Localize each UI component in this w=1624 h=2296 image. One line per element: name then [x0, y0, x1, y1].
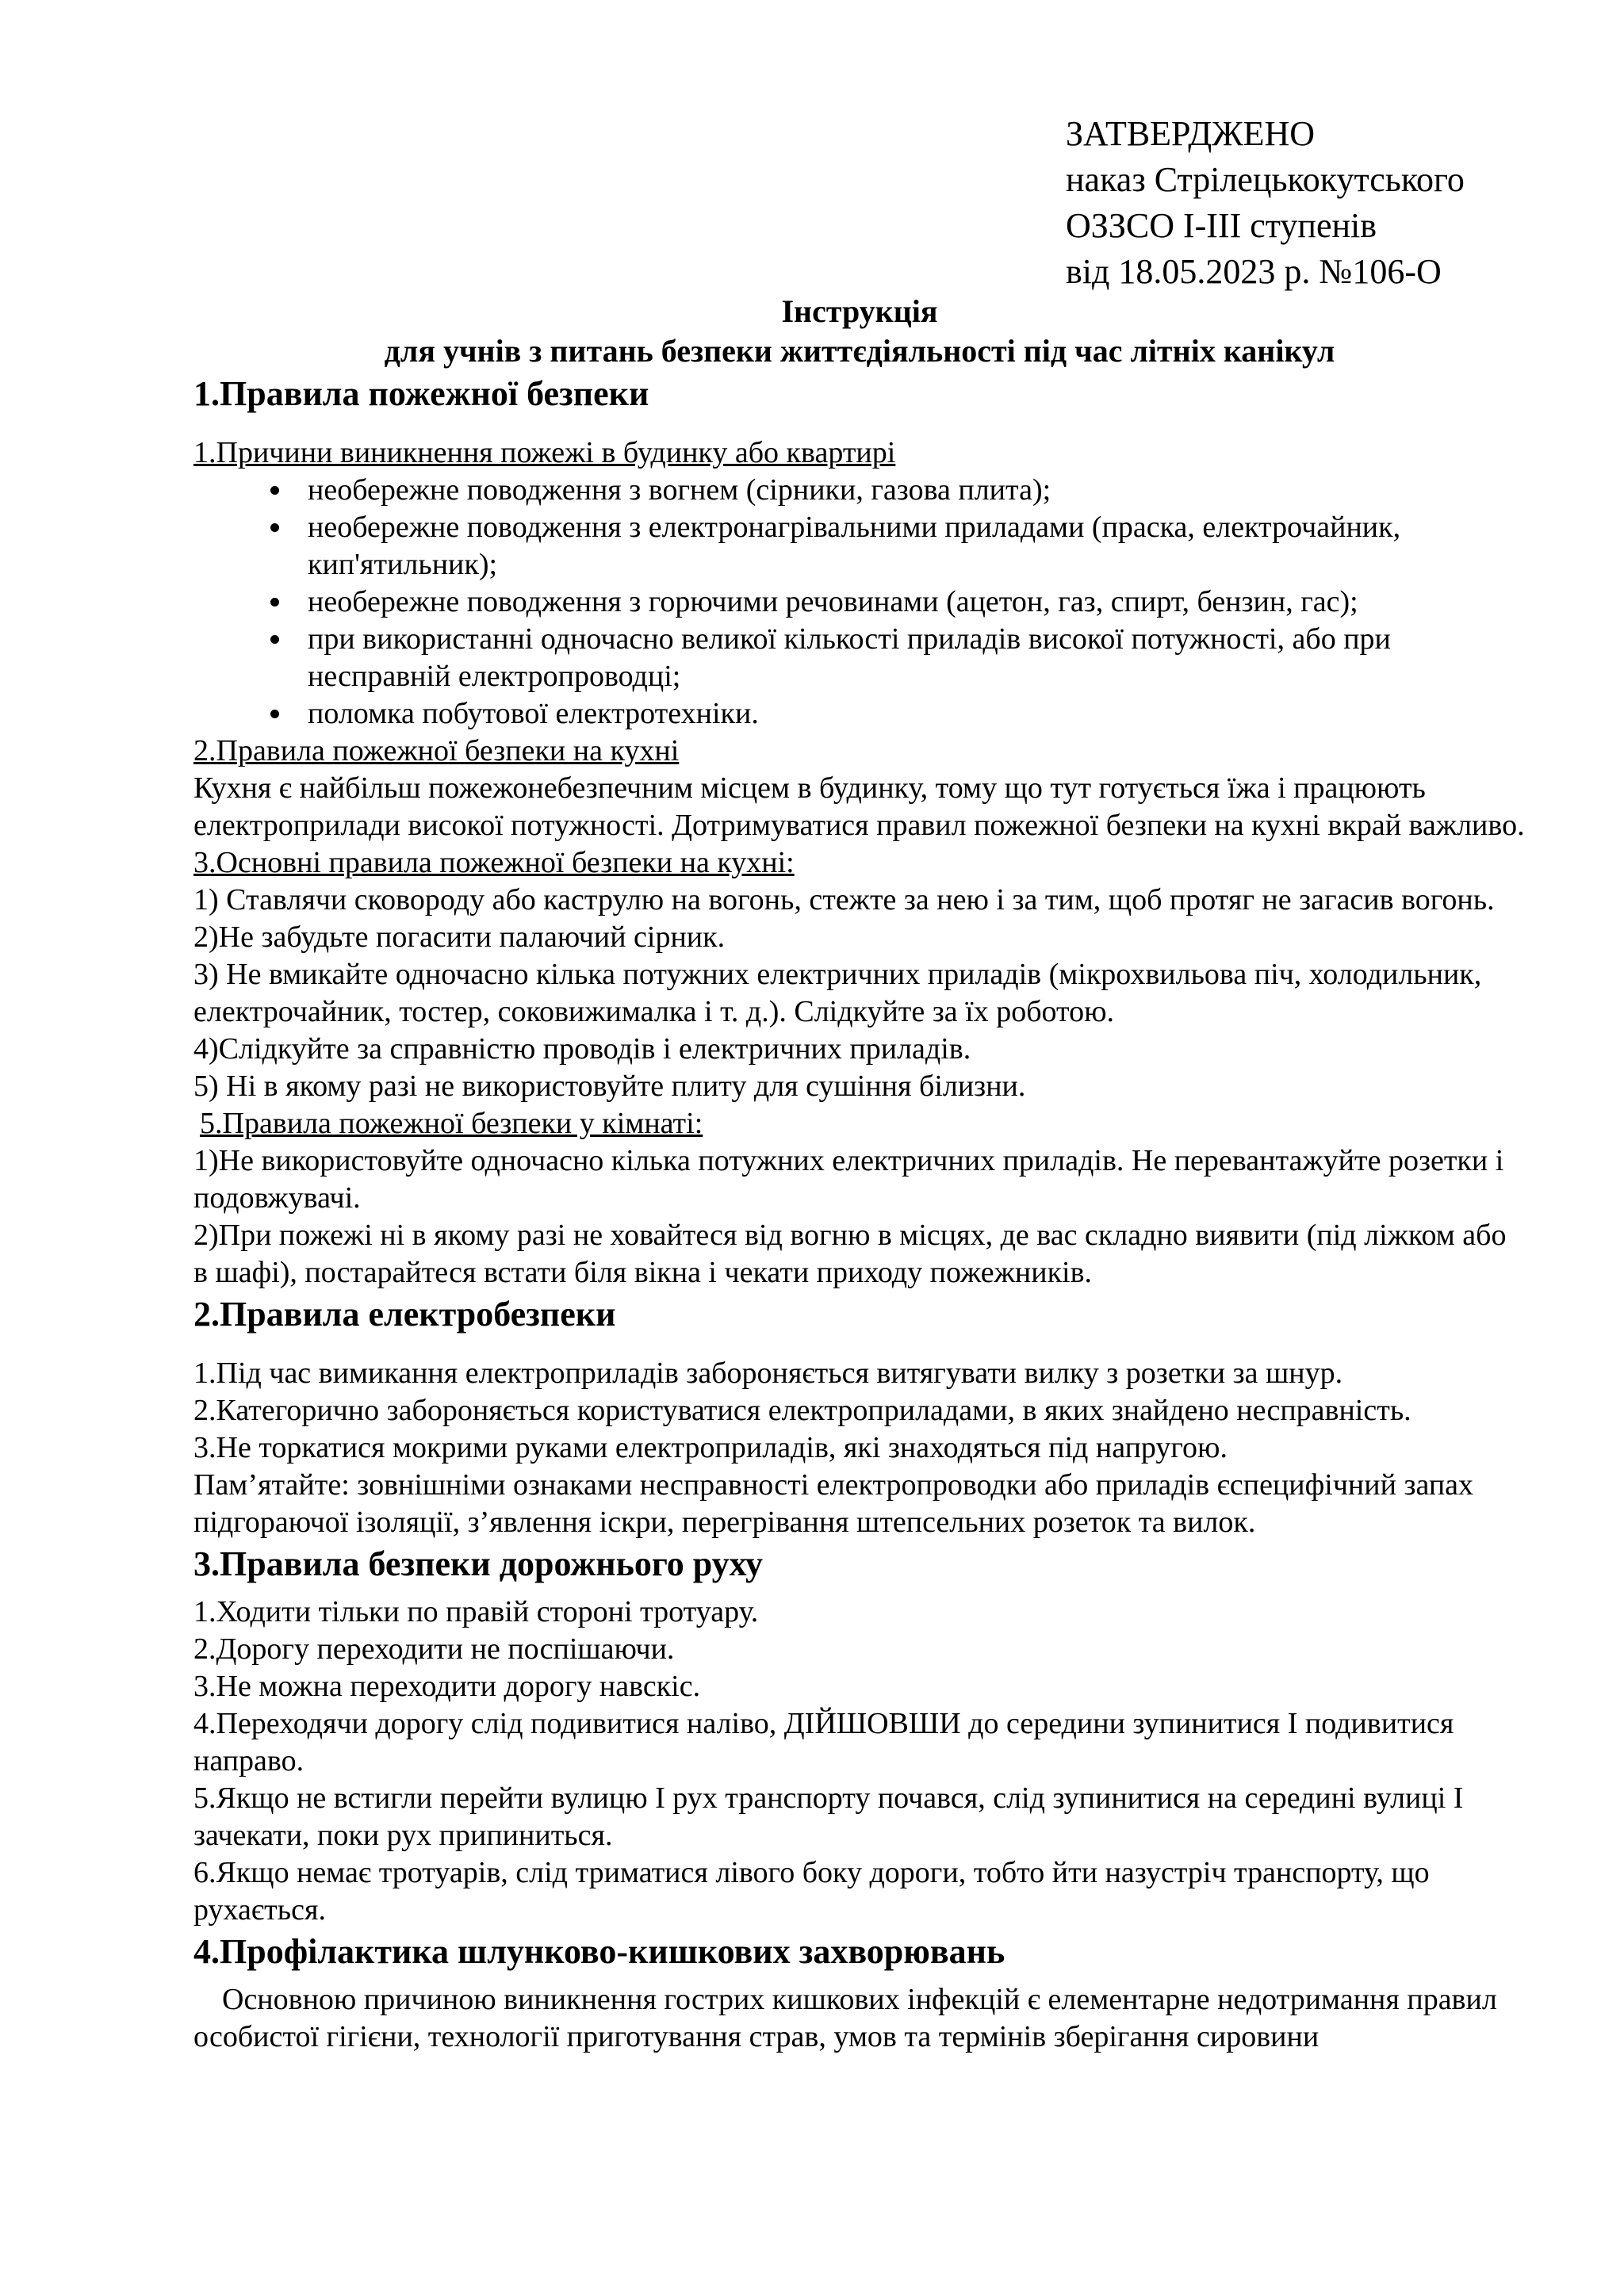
paragraph: Пам’ятайте: зовнішніми ознаками несправності електропроводки або приладів єспецифічний запах підгораючої ізоляції, з’явлення іскри, перегрівання штепсельних розеток та вилок. — [193, 1468, 1474, 1539]
approval-line: ОЗЗСО І-ІІІ ступенів — [1066, 206, 1377, 245]
paragraph: 3) Не вмикайте одночасно кілька потужних електричних приладів (мікрохвильова піч, холодильник, електрочайник, тостер, соковижималка і т. д.). Слідкуйте за їх роботою. — [193, 958, 1482, 1028]
paragraph: 2.Категорично забороняється користуватися електроприладами, в яких знайдено несправність. — [193, 1394, 1411, 1427]
paragraph: Кухня є найбільш пожежонебезпечним місцем в будинку, тому що тут готується їжа і працюють електроприлади високої потужності. Дотримуватися правил пожежної безпеки на кухні вкрай важливо. — [193, 771, 1525, 842]
paragraph: 1.Ходити тільки по правій стороні тротуару. — [193, 1595, 759, 1628]
document-body — [193, 292, 1526, 2056]
paragraph: 1.Під час вимикання електроприладів забороняється витягувати вилку з розетки за шнур. — [193, 1357, 1343, 1390]
section-heading-fire-safety: 1.Правила пожежної безпеки — [193, 374, 649, 413]
document-subtitle: для учнів з питань безпеки життєдіяльності під час літніх канікул — [384, 333, 1335, 369]
approval-line: наказ Стрілецькокутського — [1066, 160, 1465, 199]
paragraph: 2.Дорогу переходити не поспішаючи. — [193, 1632, 675, 1666]
section-heading-electrical-safety: 2.Правила електробезпеки — [193, 1295, 616, 1334]
list-item: • при використанні одночасно великої кількості приладів високої потужності, або при несправній електропроводці; — [293, 621, 1526, 695]
paragraph: 5) Ні в якому разі не використовуйте плиту для сушіння білизни. — [193, 1070, 1026, 1103]
section-heading-intestinal-diseases: 4.Профілактика шлунково-кишкових захворювань — [193, 1932, 1005, 1971]
section-heading-road-safety: 3.Правила безпеки дорожнього руху — [193, 1544, 763, 1583]
paragraph: 4.Переходячи дорогу слід подивитися наліво, ДІЙШОВШИ до середини зупинитися І подивитися направо. — [193, 1707, 1454, 1777]
document-title: Інструкція — [781, 293, 938, 329]
subsection-title: 5.Правила пожежної безпеки у кімнаті: — [200, 1107, 703, 1140]
list-item: • поломка побутової електротехніки. — [293, 695, 1526, 733]
list-item: • необережне поводження з вогнем (сірники, газова плита); — [293, 472, 1526, 509]
paragraph: 4)Слідкуйте за справністю проводів і електричних приладів. — [193, 1032, 971, 1066]
approval-line: від 18.05.2023 р. №106-О — [1066, 252, 1442, 291]
approval-block — [1066, 111, 1465, 295]
paragraph: 1) Ставлячи сковороду або каструлю на вогонь, стежте за нею і за тим, щоб протяг не загасив вогонь. — [193, 883, 1495, 916]
list-item: • необережне поводження з горючими речовинами (ацетон, газ, спирт, бензин, гас); — [293, 584, 1526, 621]
paragraph: 5.Якщо не встигли перейти вулицю І рух транспорту почався, слід зупинитися на середині вулиці І зачекати, поки рух припиниться. — [193, 1781, 1464, 1852]
paragraph: 6.Якщо немає тротуарів, слід триматися лівого боку дороги, тобто йти назустріч транспорту, що рухається. — [193, 1856, 1430, 1927]
subsection-title: 3.Основні правила пожежної безпеки на кухні: — [193, 846, 795, 879]
paragraph: 2)Не забудьте погасити палаючий сірник. — [193, 920, 726, 954]
subsection-title: 1.Причини виникнення пожежі в будинку або квартирі — [193, 436, 896, 469]
paragraph: 3.Не торкатися мокрими руками електроприладів, які знаходяться під напругою. — [193, 1431, 1228, 1464]
subsection-title: 2.Правила пожежної безпеки на кухні — [193, 734, 680, 767]
paragraph: Основною причиною виникнення гострих кишкових інфекцій є елементарне недотримання правил особистої гігієни, технології приготування страв, умов та термінів зберігання сировини — [193, 1983, 1497, 2053]
paragraph: 2)При пожежі ні в якому разі не ховайтеся від вогню в місцях, де вас складно виявити (під ліжком або в шафі), постарайтеся встати біля вікна і чекати приходу пожежників. — [193, 1219, 1507, 1289]
approval-line: ЗАТВЕРДЖЕНО — [1066, 114, 1316, 153]
paragraph: 3.Не можна переходити дорогу навскіс. — [193, 1670, 701, 1703]
list-item: • необережне поводження з електронагрівальними приладами (праска, електрочайник, кип'ятильник); — [293, 509, 1526, 584]
fire-causes-list — [193, 472, 1526, 733]
paragraph: 1)Не використовуйте одночасно кілька потужних електричних приладів. Не перевантажуйте розетки і подовжувачі. — [193, 1144, 1504, 1215]
